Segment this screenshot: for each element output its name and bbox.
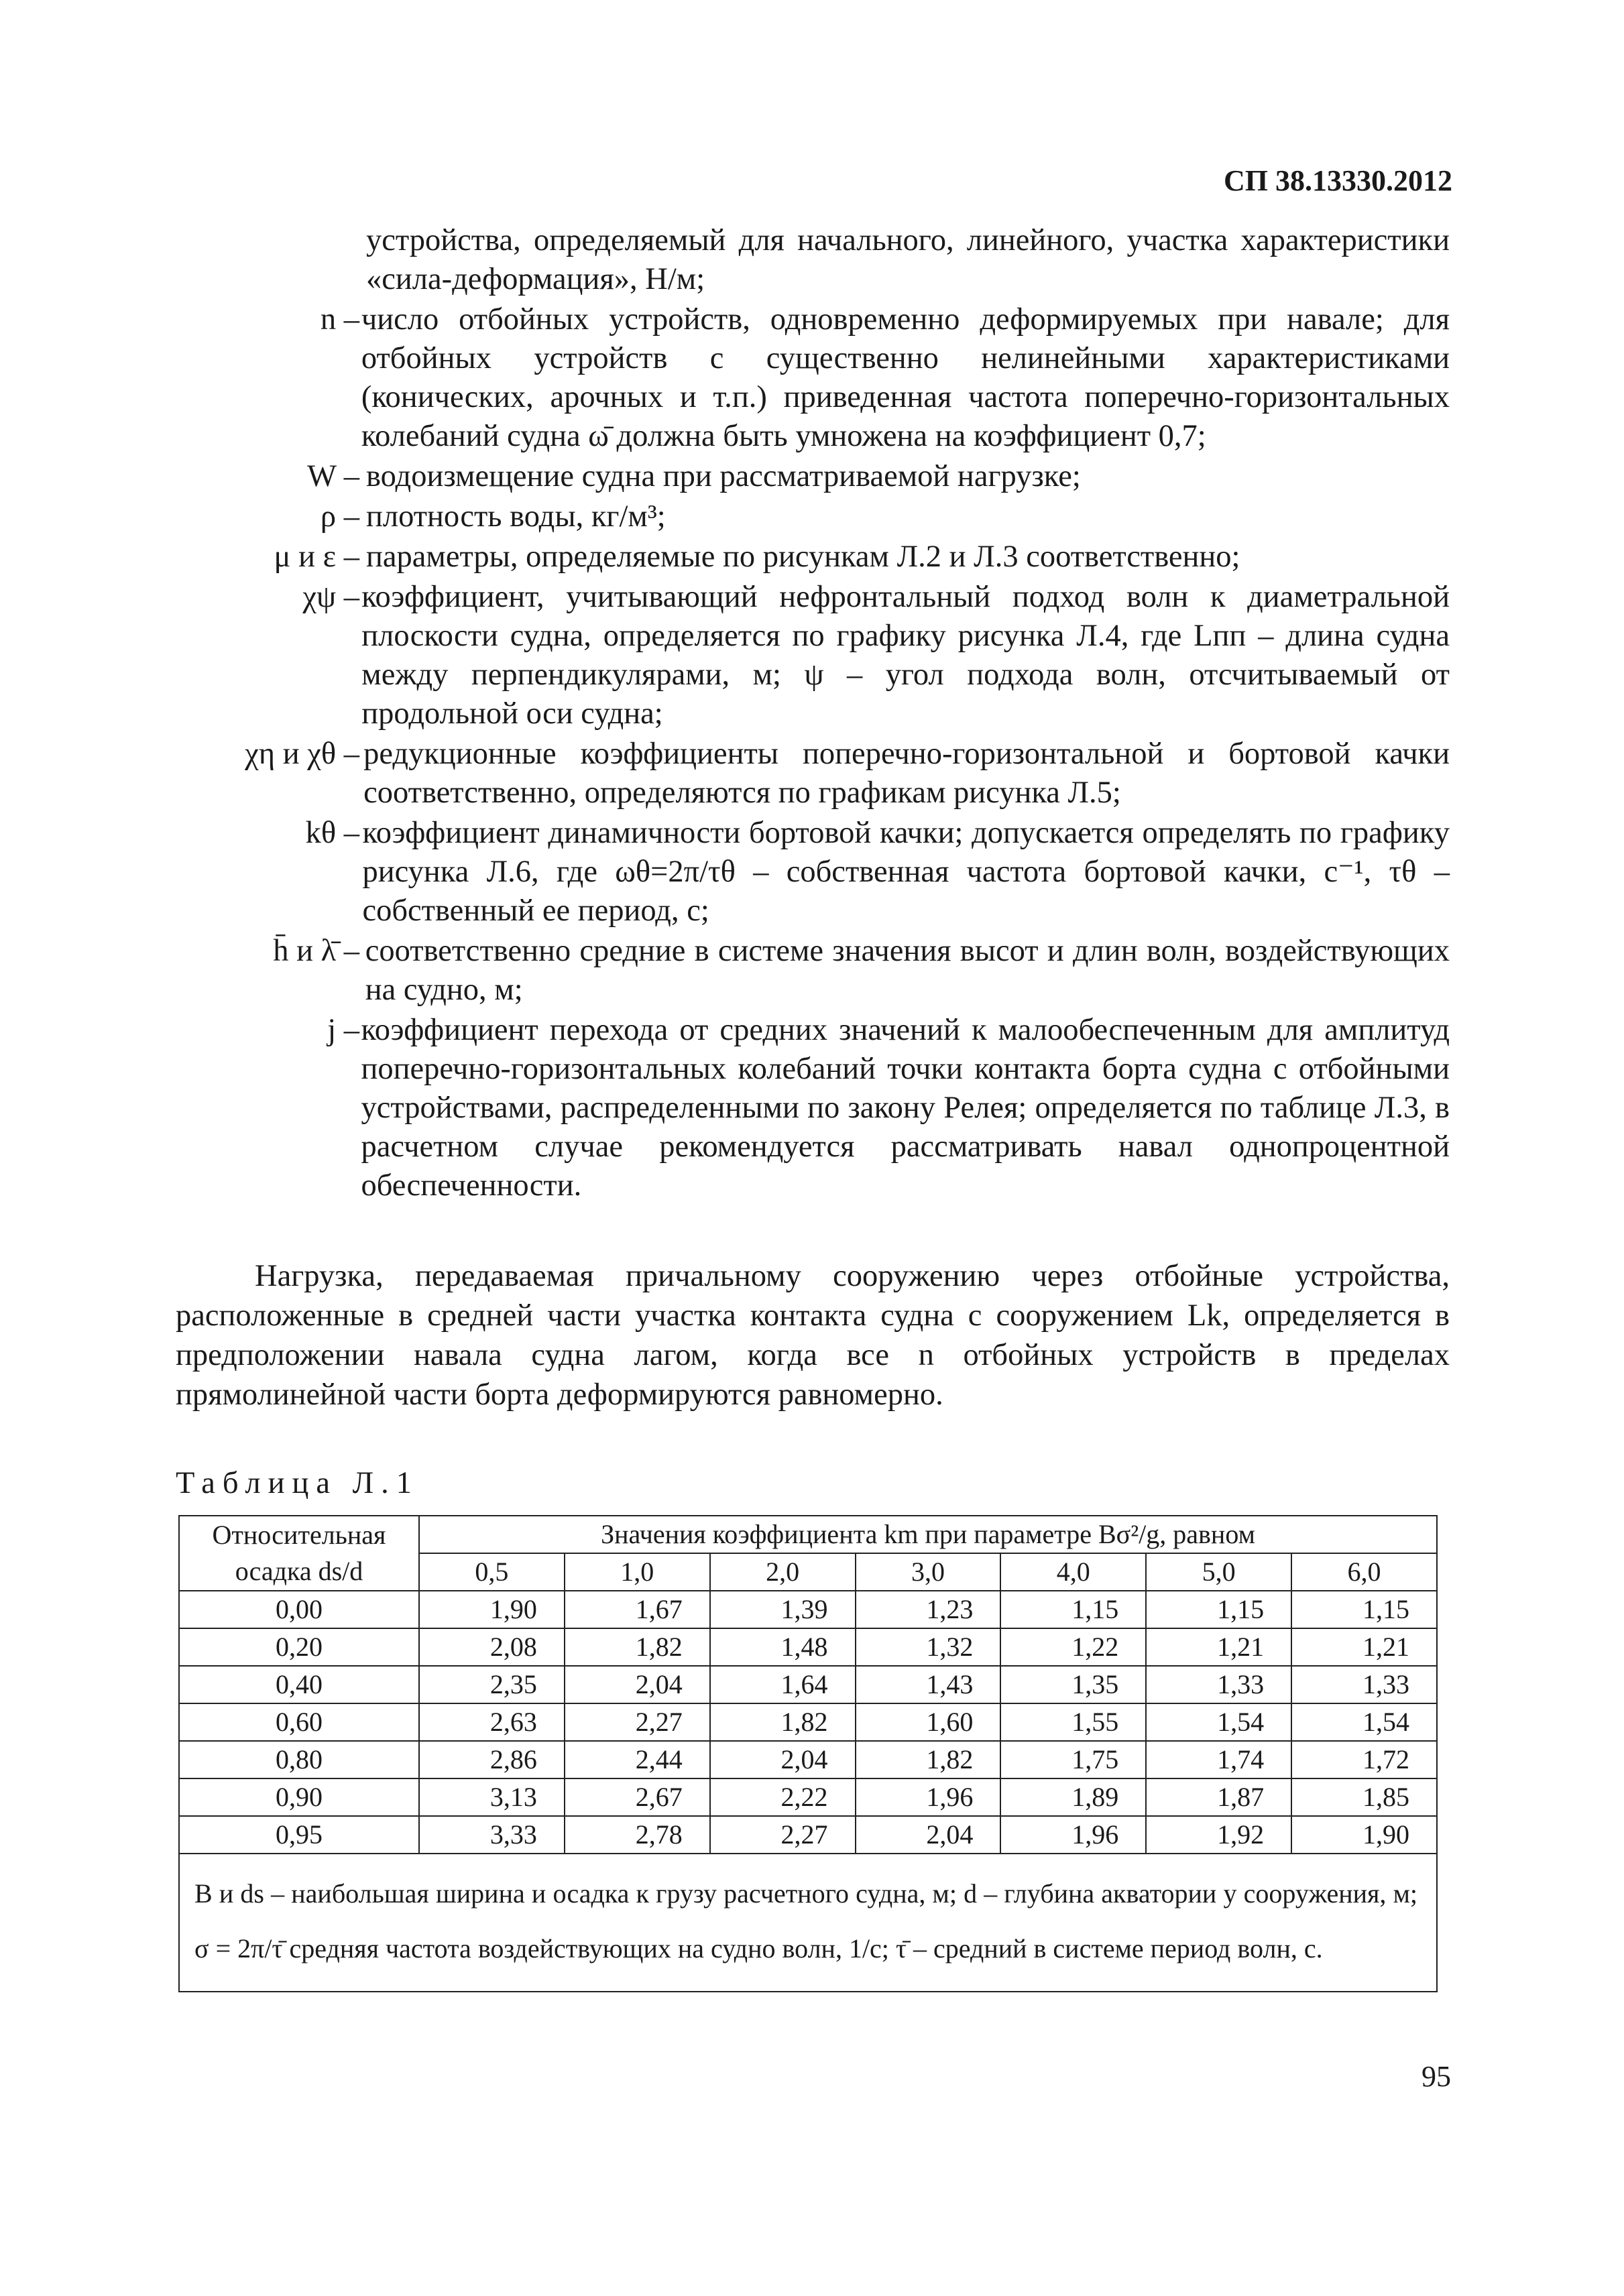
table-cell: 2,35	[419, 1666, 565, 1703]
table-cell: 2,22	[710, 1778, 856, 1816]
table-cell: 1,82	[710, 1703, 856, 1741]
definition-item	[176, 497, 1450, 536]
table-cell: 1,33	[1291, 1666, 1437, 1703]
column-header: 4,0	[1000, 1553, 1146, 1591]
table-cell: 1,90	[1291, 1816, 1437, 1854]
definition-text: устройства, определяемый для начального, линейного, участка характеристики «сила-деформация», Н/м;	[366, 223, 1450, 296]
table-cell: 0,20	[179, 1628, 419, 1666]
definition-text: коэффициент перехода от средних значений к малообеспеченным для амплитуд поперечно-горизонтальных колебаний точки контакта борта судна с отбойными устройствами, распределенными по закону Релея; определяется по таблице Л.3, в расчетном случае рекомендуется рассматривать навал однопроцентной обеспеченности.	[361, 1013, 1450, 1203]
table-cell: 1,39	[710, 1591, 856, 1628]
definition-text: соответственно средние в системе значения высот и длин волн, воздействующих на судно, м;	[365, 934, 1450, 1007]
table-cell: 1,90	[419, 1591, 565, 1628]
table-caption: Таблица Л.1	[176, 1466, 420, 1500]
table-row	[179, 1628, 1437, 1666]
page-number: 95	[1422, 2060, 1451, 2093]
table-cell: 0,00	[179, 1591, 419, 1628]
definition-text: коэффициент, учитывающий нефронтальный подход волн к диаметральной плоскости судна, определяется по графику рисунка Л.4, где Lпп – длина судна между перпендикулярами, м; ψ – угол подхода волн, отсчитываемый от продольной оси судна;	[361, 580, 1450, 731]
table-cell: 2,27	[565, 1703, 710, 1741]
table-row	[179, 1741, 1437, 1778]
table-cell: 1,64	[710, 1666, 856, 1703]
document-code-header: СП 38.13330.2012	[1224, 164, 1452, 197]
table-cell: 1,75	[1000, 1741, 1146, 1778]
table-cell: 1,87	[1146, 1778, 1291, 1816]
definition-item	[176, 814, 1450, 930]
definition-text: параметры, определяемые по рисункам Л.2 и Л.3 соответственно;	[366, 540, 1240, 574]
column-header: 3,0	[856, 1553, 1001, 1591]
table-cell: 1,33	[1146, 1666, 1291, 1703]
table-cell: 1,82	[565, 1628, 710, 1666]
table-cell: 2,86	[419, 1741, 565, 1778]
definition-term: W –	[307, 459, 359, 493]
definition-item	[176, 932, 1450, 1010]
definition-term: kθ –	[305, 816, 359, 850]
definition-text: коэффициент динамичности бортовой качки; допускается определять по графику рисунка Л.6, где ωθ=2π/τθ – собственная частота бортовой качки, с⁻¹, τθ – собственный ее период, с;	[362, 816, 1450, 928]
definitions-list	[176, 221, 1450, 1207]
definition-item	[176, 1011, 1450, 1205]
table-cell: 2,63	[419, 1703, 565, 1741]
definition-text: редукционные коэффициенты поперечно-горизонтальной и бортовой качки соответственно, определяются по графикам рисунка Л.5;	[363, 737, 1450, 810]
table-cell: 3,13	[419, 1778, 565, 1816]
table-cell: 1,54	[1146, 1703, 1291, 1741]
table-cell: 1,43	[856, 1666, 1001, 1703]
table-cell: 1,21	[1291, 1628, 1437, 1666]
table-cell: 1,22	[1000, 1628, 1146, 1666]
table-cell: 1,55	[1000, 1703, 1146, 1741]
table-row	[179, 1666, 1437, 1703]
definition-term: χψ –	[302, 580, 359, 614]
table-cell: 0,80	[179, 1741, 419, 1778]
definition-item	[176, 457, 1450, 496]
table-cell: 1,82	[856, 1741, 1001, 1778]
definition-term: n –	[320, 302, 359, 337]
column-group-header: Значения коэффициента km при параметре Bσ²/g, равном	[419, 1516, 1437, 1553]
coefficient-table	[178, 1515, 1438, 1992]
table-cell: 0,60	[179, 1703, 419, 1741]
table-cell: 1,15	[1000, 1591, 1146, 1628]
table-cell: 1,92	[1146, 1816, 1291, 1854]
table-cell: 1,15	[1291, 1591, 1437, 1628]
definition-term: j –	[327, 1013, 359, 1047]
table-cell: 2,04	[565, 1666, 710, 1703]
table-cell: 1,32	[856, 1628, 1001, 1666]
table-header-row	[179, 1516, 1437, 1553]
table-cell: 1,15	[1146, 1591, 1291, 1628]
definition-term: μ и ε –	[274, 540, 359, 574]
definition-text: число отбойных устройств, одновременно деформируемых при навале; для отбойных устройств с существенно нелинейными характеристиками (конических, арочных и т.п.) приведенная частота поперечно-горизонтальных колебаний судна ω̄ должна быть умножена на коэффициент 0,7;	[361, 302, 1450, 453]
table-cell: 1,85	[1291, 1778, 1437, 1816]
table-cell: 2,08	[419, 1628, 565, 1666]
column-header: 0,5	[419, 1553, 565, 1591]
table-cell: 1,60	[856, 1703, 1001, 1741]
table-cell: 1,35	[1000, 1666, 1146, 1703]
definition-term: h̄ и λ̄ –	[273, 934, 359, 968]
table-cell: 1,67	[565, 1591, 710, 1628]
table-cell: 2,67	[565, 1778, 710, 1816]
column-header-relative-draft: Относительная осадка ds/d	[179, 1516, 419, 1591]
table-cell: 1,72	[1291, 1741, 1437, 1778]
definition-term: ρ –	[320, 499, 359, 534]
column-header: 2,0	[710, 1553, 856, 1591]
table-cell: 1,21	[1146, 1628, 1291, 1666]
definition-item	[176, 735, 1450, 812]
column-header: 6,0	[1291, 1553, 1437, 1591]
table-cell: 1,89	[1000, 1778, 1146, 1816]
body-paragraph: Нагрузка, передаваемая причальному сооружению через отбойные устройства, расположенные в средней части участка контакта судна с сооружением Lk, определяется в предположении навала судна лагом, когда все n отбойных устройств в пределах прямолинейной части борта деформируются равномерно.	[176, 1259, 1450, 1412]
table-row	[179, 1816, 1437, 1854]
table-note: B и ds – наибольшая ширина и осадка к грузу расчетного судна, м; d – глубина акватории у сооружения, м; σ = 2π/τ̄ средняя частота воздействующих на судно волн, 1/с; τ̄ – средний в системе период волн, с.	[179, 1854, 1437, 1992]
table-row	[179, 1703, 1437, 1741]
table-cell: 1,96	[856, 1778, 1001, 1816]
definition-item	[176, 300, 1450, 456]
table-cell: 3,33	[419, 1816, 565, 1854]
definition-item	[176, 221, 1450, 299]
table-cell: 0,40	[179, 1666, 419, 1703]
table-row	[179, 1591, 1437, 1628]
table-note-row	[179, 1854, 1437, 1992]
table-row	[179, 1778, 1437, 1816]
definition-item	[176, 578, 1450, 733]
definition-text: водоизмещение судна при рассматриваемой нагрузке;	[366, 459, 1081, 493]
table-cell: 2,44	[565, 1741, 710, 1778]
column-header: 5,0	[1146, 1553, 1291, 1591]
definition-item	[176, 538, 1450, 577]
table-cell: 2,27	[710, 1816, 856, 1854]
table-cell: 0,90	[179, 1778, 419, 1816]
table-cell: 1,74	[1146, 1741, 1291, 1778]
column-header: 1,0	[565, 1553, 710, 1591]
definition-term: χη и χθ –	[245, 737, 359, 771]
definition-text: плотность воды, кг/м³;	[366, 499, 666, 534]
table-cell: 2,78	[565, 1816, 710, 1854]
table-cell: 2,04	[856, 1816, 1001, 1854]
table-cell: 1,48	[710, 1628, 856, 1666]
table-cell: 0,95	[179, 1816, 419, 1854]
table-cell: 1,96	[1000, 1816, 1146, 1854]
table-cell: 2,04	[710, 1741, 856, 1778]
table-cell: 1,23	[856, 1591, 1001, 1628]
table-cell: 1,54	[1291, 1703, 1437, 1741]
